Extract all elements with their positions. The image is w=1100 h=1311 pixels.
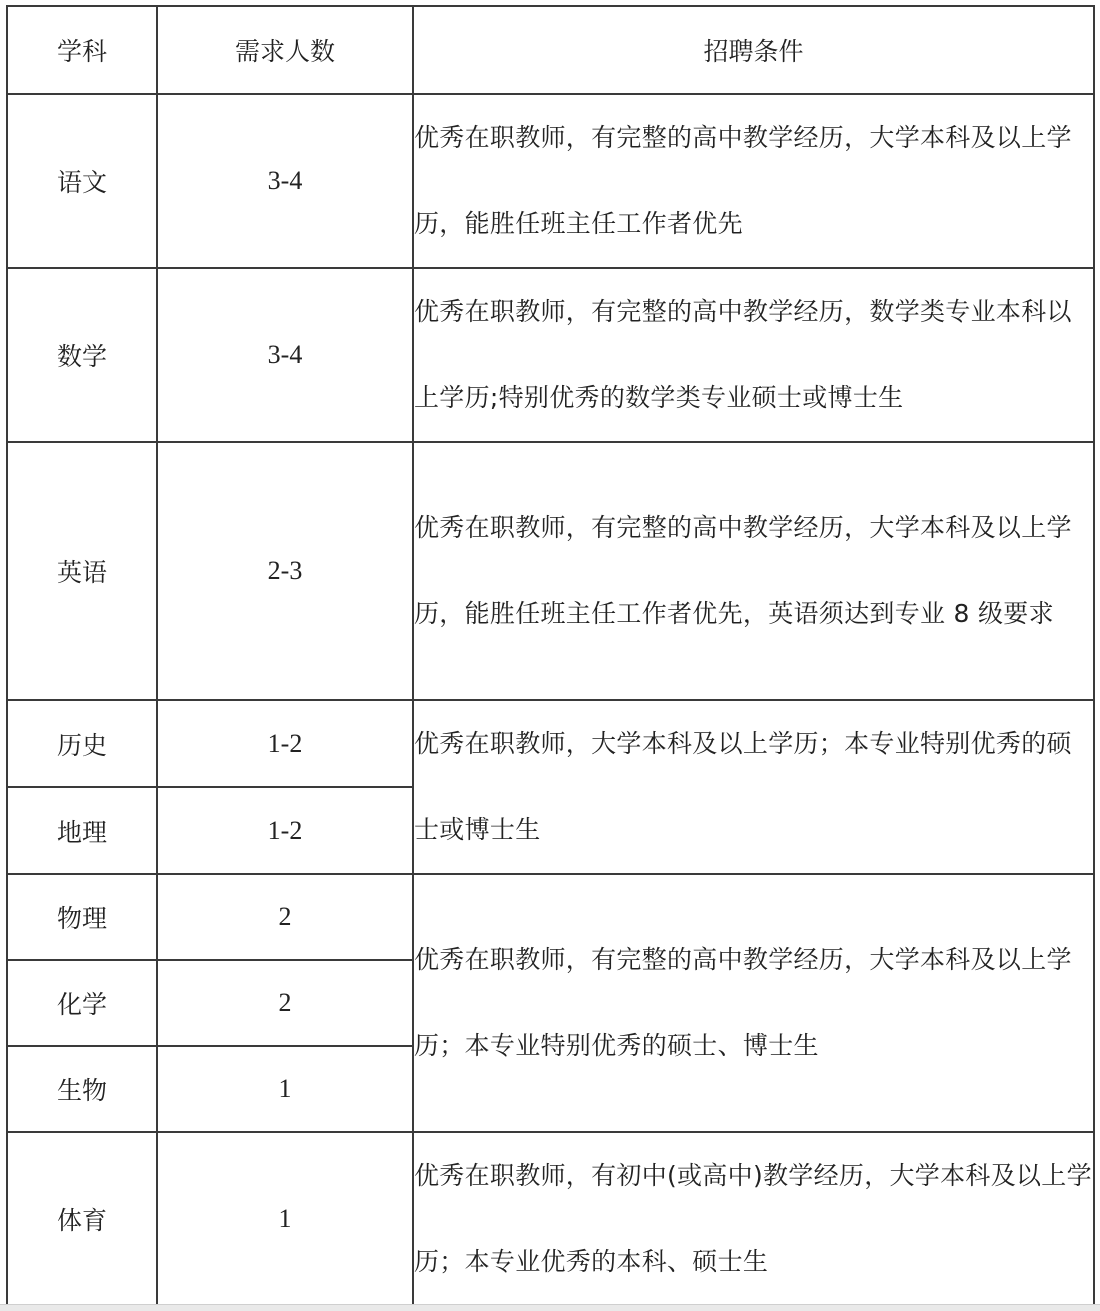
recruitment-table: [6, 5, 1095, 1307]
table-row: [7, 1132, 1094, 1306]
requirements-cell-merged: 优秀在职教师，有完整的高中教学经历，大学本科及以上学历；本专业特别优秀的硕士、博士生: [413, 874, 1094, 1132]
table-row: [7, 442, 1094, 700]
subject-cell: 语文: [7, 94, 157, 268]
subject-cell: 数学: [7, 268, 157, 442]
count-cell: 2-3: [157, 442, 413, 700]
requirements-cell: 优秀在职教师，有完整的高中教学经历，大学本科及以上学历，能胜任班主任工作者优先，英语须达到专业 8 级要求: [413, 442, 1094, 700]
subject-cell: 化学: [7, 960, 157, 1046]
header-count: 需求人数: [157, 6, 413, 94]
table-row: [7, 94, 1094, 268]
count-cell: 1: [157, 1046, 413, 1132]
count-cell: 1-2: [157, 700, 413, 787]
table-row: [7, 874, 1094, 960]
subject-cell: 生物: [7, 1046, 157, 1132]
requirements-cell: 优秀在职教师，有完整的高中教学经历，大学本科及以上学历，能胜任班主任工作者优先: [413, 94, 1094, 268]
count-cell: 1-2: [157, 787, 413, 874]
count-cell: 3-4: [157, 94, 413, 268]
requirements-cell-merged: 优秀在职教师，大学本科及以上学历；本专业特别优秀的硕士或博士生: [413, 700, 1094, 874]
subject-cell: 历史: [7, 700, 157, 787]
table-row: [7, 700, 1094, 787]
subject-cell: 英语: [7, 442, 157, 700]
count-cell: 3-4: [157, 268, 413, 442]
count-cell: 2: [157, 874, 413, 960]
header-requirements: 招聘条件: [413, 6, 1094, 94]
subject-cell: 体育: [7, 1132, 157, 1306]
subject-cell: 物理: [7, 874, 157, 960]
table-header-row: [7, 6, 1094, 94]
requirements-cell: 优秀在职教师，有完整的高中教学经历，数学类专业本科以上学历;特别优秀的数学类专业硕士或博士生: [413, 268, 1094, 442]
table-row: [7, 268, 1094, 442]
subject-cell: 地理: [7, 787, 157, 874]
count-cell: 1: [157, 1132, 413, 1306]
header-subject: 学科: [7, 6, 157, 94]
count-cell: 2: [157, 960, 413, 1046]
requirements-cell: 优秀在职教师，有初中(或高中)教学经历，大学本科及以上学历；本专业优秀的本科、硕士生: [413, 1132, 1094, 1306]
